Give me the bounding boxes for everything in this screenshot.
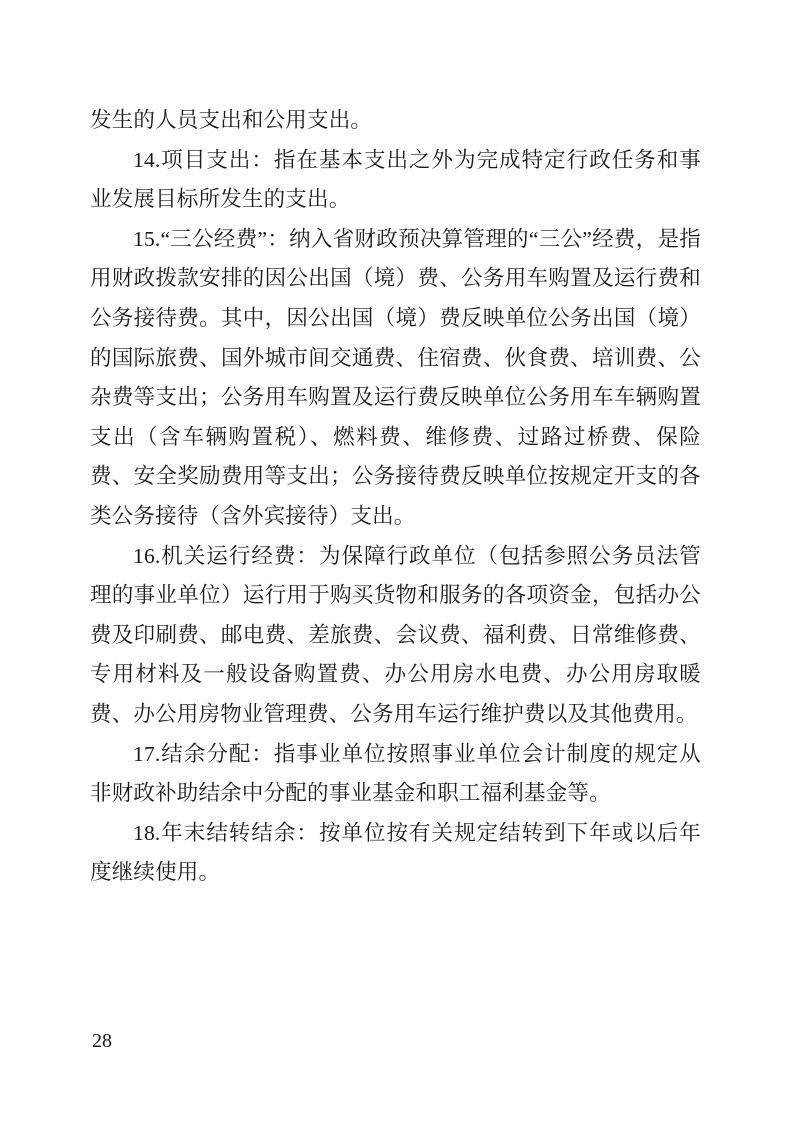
para-15-three-public-funds: 15.“三公经费”：纳入省财政预决算管理的“三公”经费，是指用财政拨款安排的因公出国（境）费、公务用车购置及运行费和公务接待费。其中，因公出国（境）费反映单位公务出国（境）的国际旅费、国外城市间交通费、住宿费、伙食费、培训费、公杂费等支出；公务用车购置及运行费反映单位公务用车车辆购置支出（含车辆购置税）、燃料费、维修费、过路过桥费、保险费、安全奖励费用等支出；公务接待费反映单位按规定开支的各类公务接待（含外宾接待）支出。 (90, 226, 701, 528)
para-13-continuation: 发生的人员支出和公用支出。 (90, 108, 373, 132)
para-17-surplus-distribution: 17.结余分配：指事业单位按照事业单位会计制度的规定从非财政补助结余中分配的事业基金和职工福利基金等。 (90, 741, 701, 806)
document-text-block (90, 101, 701, 893)
para-18-year-end-carryover: 18.年末结转结余：按单位按有关规定结转到下年或以后年度继续使用。 (90, 820, 701, 885)
para-14-project-expenditure: 14.项目支出：指在基本支出之外为完成特定行政任务和事业发展目标所发生的支出。 (90, 147, 701, 212)
para-16-agency-operating-funds: 16.机关运行经费：为保障行政单位（包括参照公务员法管理的事业单位）运行用于购买货物和服务的各项资金，包括办公费及印刷费、邮电费、差旅费、会议费、福利费、日常维修费、专用材料及一般设备购置费、办公用房水电费、办公用房取暖费、办公用房物业管理费、公务用车运行维护费以及其他费用。 (90, 543, 701, 726)
page-number: 28 (92, 1030, 112, 1052)
